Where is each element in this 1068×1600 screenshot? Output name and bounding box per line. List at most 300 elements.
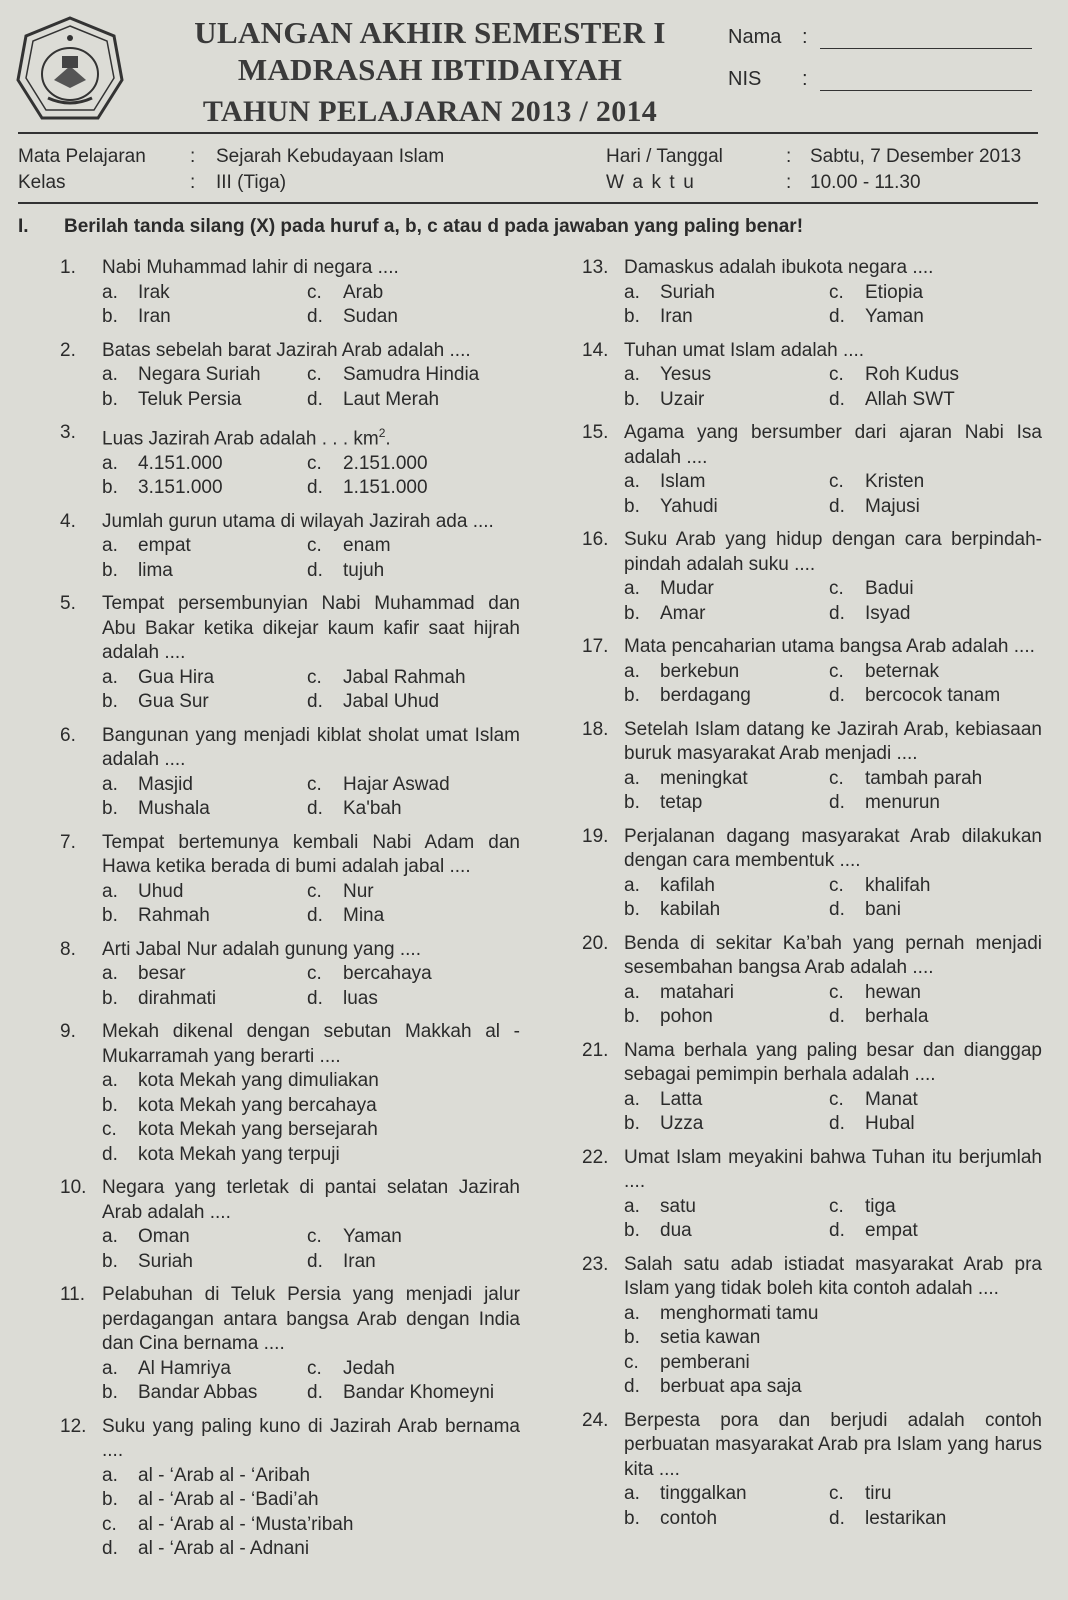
option-letter: b. [624, 495, 640, 517]
time-colon: : [786, 172, 792, 193]
question-1 [60, 256, 520, 330]
question-number: 3. [60, 422, 76, 443]
option-letter: d. [307, 306, 323, 327]
option-d[interactable] [102, 1143, 520, 1168]
question-number: 6. [60, 724, 76, 746]
question-3 [60, 421, 520, 501]
question-text [102, 1020, 520, 1069]
option-letter: c. [307, 535, 322, 557]
option-text: Bandar Khomeyni [343, 1382, 495, 1404]
option-letter: d. [307, 905, 323, 927]
option-text: tambah parah [865, 767, 983, 789]
answer-options [624, 281, 1042, 330]
option-letter: b. [102, 306, 118, 327]
option-b[interactable] [624, 305, 824, 329]
answer-options [102, 773, 520, 822]
option-d[interactable] [829, 602, 1029, 626]
option-letter: a. [624, 767, 640, 789]
option-letter: d. [307, 691, 323, 713]
option-text: Samudra Hindia [343, 364, 480, 385]
option-b[interactable] [624, 495, 824, 519]
option-a[interactable] [624, 874, 824, 898]
question-23 [582, 1253, 1042, 1400]
option-c[interactable] [102, 1118, 520, 1143]
option-d[interactable] [829, 495, 1029, 519]
question-number: 1. [60, 257, 76, 278]
option-row [624, 874, 1042, 899]
exam-meta [18, 146, 1038, 196]
option-b[interactable] [102, 904, 302, 928]
option-letter: a. [624, 471, 640, 492]
option-a[interactable] [624, 363, 824, 387]
option-c[interactable] [829, 767, 1029, 791]
option-text: Gua Sur [138, 691, 209, 713]
option-c[interactable] [829, 281, 1029, 305]
option-letter: c. [829, 1195, 844, 1217]
answer-options [624, 874, 1042, 923]
option-letter: b. [102, 798, 118, 820]
option-letter: b. [624, 899, 640, 920]
option-letter: a. [624, 874, 640, 896]
option-letter: b. [102, 691, 118, 713]
option-a[interactable] [624, 1302, 1042, 1327]
option-text: al - ‘Arab al - Adnani [138, 1538, 310, 1560]
option-a[interactable] [624, 981, 824, 1005]
question-number: 4. [60, 510, 76, 532]
option-text: Uzair [660, 388, 705, 410]
option-text: setia kawan [660, 1327, 761, 1348]
option-text: lestarikan [865, 1507, 947, 1529]
answer-options [624, 363, 1042, 412]
question-number: 14. [582, 339, 609, 361]
option-d[interactable] [624, 1375, 1042, 1400]
nama-colon: : [802, 26, 808, 48]
option-text: Masjid [138, 773, 193, 795]
option-text: kafilah [660, 874, 715, 896]
option-letter: a. [624, 1483, 640, 1504]
questions-left-column [60, 256, 520, 1571]
option-c[interactable] [307, 1357, 507, 1381]
option-text: pemberani [660, 1351, 750, 1373]
option-text: bercocok tanam [865, 685, 1001, 706]
question-text-content: Tempat bertemunya kembali Nabi Adam dan Hawa ketika berada di bumi adalah jabal .... [102, 831, 520, 878]
option-letter: a. [102, 1357, 118, 1379]
option-text: Yaman [865, 306, 924, 327]
option-b[interactable] [624, 1005, 824, 1029]
option-row [102, 666, 520, 691]
option-b[interactable] [102, 690, 302, 714]
question-text-content: Perjalanan dagang masyarakat Arab dilakukan dengan cara membentuk .... [624, 825, 1042, 871]
option-text: khalifah [865, 874, 931, 896]
option-text: Roh Kudus [865, 364, 960, 385]
question-12 [60, 1415, 520, 1562]
option-d[interactable] [102, 1537, 520, 1562]
question-15 [582, 421, 1042, 519]
option-row [102, 388, 520, 413]
question-text [624, 1146, 1042, 1195]
option-row [102, 559, 520, 584]
option-text: Irak [138, 281, 170, 303]
option-row [624, 981, 1042, 1006]
option-b[interactable] [624, 602, 824, 626]
option-letter: a. [102, 281, 118, 303]
option-b[interactable] [102, 797, 302, 821]
option-letter: b. [102, 1250, 118, 1272]
option-a[interactable] [102, 452, 302, 476]
option-letter: b. [624, 685, 640, 706]
option-text: Oman [138, 1226, 190, 1248]
option-c[interactable] [829, 363, 1029, 387]
option-letter: c. [307, 281, 322, 303]
option-d[interactable] [307, 987, 507, 1011]
option-text: Islam [660, 471, 706, 492]
option-text: tiga [865, 1195, 896, 1217]
option-row [102, 690, 520, 715]
date-value: Sabtu, 7 Desember 2013 [810, 146, 1022, 167]
option-row [624, 388, 1042, 413]
question-text [624, 932, 1042, 981]
student-identity-box [728, 22, 1038, 106]
option-b[interactable] [624, 791, 824, 815]
option-b[interactable] [624, 898, 824, 922]
option-letter: c. [829, 1483, 844, 1504]
option-b[interactable] [624, 1507, 824, 1531]
option-d[interactable] [829, 388, 1029, 412]
option-row [624, 602, 1042, 627]
option-letter: c. [829, 874, 844, 896]
question-text [624, 1409, 1042, 1483]
option-d[interactable] [307, 559, 507, 583]
option-letter: c. [307, 963, 322, 985]
option-b[interactable] [102, 476, 302, 500]
option-d[interactable] [307, 305, 507, 329]
option-b[interactable] [102, 1381, 302, 1405]
option-letter: a. [102, 1226, 118, 1248]
option-c[interactable] [307, 880, 507, 904]
question-5 [60, 592, 520, 715]
answer-options [624, 577, 1042, 626]
question-number: 10. [60, 1177, 87, 1199]
option-a[interactable] [102, 1069, 520, 1094]
class-value: III (Tiga) [216, 172, 287, 193]
option-a[interactable] [624, 1195, 824, 1219]
option-letter: b. [624, 388, 640, 410]
option-a[interactable] [624, 660, 824, 684]
answer-options [624, 1302, 1042, 1400]
question-number: 12. [60, 1415, 87, 1437]
option-letter: d. [829, 685, 845, 706]
question-number: 20. [582, 932, 609, 954]
option-text: Mina [343, 905, 385, 927]
option-text: Iran [343, 1250, 376, 1272]
option-d[interactable] [307, 1381, 507, 1405]
time-label: W a k t u [606, 172, 696, 193]
question-text-content: Berpesta pora dan berjudi adalah contoh perbuatan masyarakat Arab pra Islam yang harus kita .... [624, 1409, 1042, 1480]
option-row [102, 281, 520, 306]
date-colon: : [786, 146, 792, 167]
answer-options [624, 660, 1042, 709]
option-b[interactable] [102, 305, 302, 329]
exam-title [150, 14, 710, 132]
option-a[interactable] [102, 880, 302, 904]
option-a[interactable] [102, 962, 302, 986]
option-c[interactable] [829, 1195, 1029, 1219]
option-c[interactable] [307, 452, 507, 476]
option-row [624, 1219, 1042, 1244]
option-a[interactable] [102, 281, 302, 305]
option-text: Uzza [660, 1113, 704, 1134]
option-a[interactable] [102, 666, 302, 690]
option-a[interactable] [102, 1464, 520, 1489]
question-13 [582, 256, 1042, 330]
question-number: 11. [60, 1284, 86, 1306]
option-text: empat [865, 1220, 918, 1241]
questions-right-column [582, 256, 1042, 1540]
question-text [624, 528, 1042, 577]
answer-options [102, 1225, 520, 1274]
option-letter: c. [307, 1226, 322, 1248]
question-text [102, 1176, 520, 1225]
question-text-content: Luas Jazirah Arab adalah . . . km [102, 428, 379, 450]
option-row [102, 1357, 520, 1382]
option-letter: c. [829, 281, 844, 303]
option-letter: a. [102, 535, 118, 557]
option-letter: b. [624, 792, 640, 813]
option-b[interactable] [624, 1326, 1042, 1351]
option-letter: c. [102, 1119, 117, 1141]
option-b[interactable] [102, 388, 302, 412]
option-letter: c. [829, 767, 844, 789]
nis-field[interactable] [820, 90, 1032, 91]
option-b[interactable] [102, 987, 302, 1011]
option-text: berkebun [660, 660, 740, 682]
option-text: berbuat apa saja [660, 1376, 802, 1397]
option-d[interactable] [829, 1219, 1029, 1243]
option-text: empat [138, 535, 191, 557]
nama-field[interactable] [820, 48, 1032, 49]
option-c[interactable] [829, 981, 1029, 1005]
option-letter: d. [829, 899, 845, 920]
option-d[interactable] [829, 791, 1029, 815]
option-d[interactable] [307, 388, 507, 412]
question-24 [582, 1409, 1042, 1532]
option-row [102, 987, 520, 1012]
option-d[interactable] [829, 1112, 1029, 1136]
option-c[interactable] [829, 660, 1029, 684]
option-row [102, 797, 520, 822]
option-d[interactable] [829, 1507, 1029, 1531]
option-text: Badui [865, 578, 914, 599]
option-letter: b. [102, 1489, 118, 1511]
option-a[interactable] [102, 773, 302, 797]
option-a[interactable] [624, 1088, 824, 1112]
option-letter: d. [829, 1006, 845, 1027]
answer-options [102, 452, 520, 501]
option-text: Jabal Uhud [343, 691, 440, 713]
option-a[interactable] [102, 363, 302, 387]
option-letter: b. [102, 905, 118, 927]
option-text: lima [138, 559, 173, 581]
option-b[interactable] [102, 1488, 520, 1513]
question-text-content: Tempat persembunyian Nabi Muhammad dan Abu Bakar ketika dikejar kaum kafir saat hijrah adalah .... [102, 593, 520, 664]
option-a[interactable] [624, 281, 824, 305]
answer-options [624, 1482, 1042, 1531]
option-letter: a. [102, 452, 118, 474]
option-c[interactable] [307, 666, 507, 690]
question-text-superscript: 2 [378, 426, 386, 440]
question-text [624, 421, 1042, 470]
option-c[interactable] [307, 962, 507, 986]
option-text: tiru [865, 1483, 892, 1504]
answer-options [102, 880, 520, 929]
option-text: Iran [660, 306, 693, 327]
option-letter: b. [102, 987, 118, 1009]
header-divider [18, 132, 1038, 134]
question-text-content: Pelabuhan di Teluk Persia yang menjadi jalur perdagangan antara bangsa Arab dengan India dan Cina bernama .... [102, 1284, 520, 1355]
option-c[interactable] [624, 1351, 1042, 1376]
option-text: berdagang [660, 685, 751, 706]
answer-options [102, 363, 520, 412]
question-text-content: Bangunan yang menjadi kiblat sholat umat Islam adalah .... [102, 724, 520, 771]
option-letter: d. [307, 388, 323, 410]
option-text: Manat [865, 1088, 918, 1110]
option-letter: b. [102, 1094, 118, 1116]
option-text: al - ‘Arab al - ‘Aribah [138, 1464, 311, 1486]
option-c[interactable] [829, 470, 1029, 494]
option-c[interactable] [829, 1088, 1029, 1112]
answer-options [624, 767, 1042, 816]
option-row [624, 495, 1042, 520]
option-b[interactable] [624, 684, 824, 708]
question-7 [60, 831, 520, 929]
option-letter: c. [307, 666, 322, 688]
option-text: menurun [865, 792, 940, 813]
option-text: contoh [660, 1507, 718, 1529]
meta-divider [18, 202, 1038, 204]
question-number: 23. [582, 1253, 609, 1275]
option-row [102, 534, 520, 559]
option-d[interactable] [307, 690, 507, 714]
option-c[interactable] [307, 363, 507, 387]
option-letter: d. [307, 1250, 323, 1272]
option-text: Rahmah [138, 905, 210, 927]
option-a[interactable] [102, 1225, 302, 1249]
question-text [624, 825, 1042, 874]
option-row [102, 962, 520, 987]
option-d[interactable] [307, 476, 507, 500]
question-text-content: Damaskus adalah ibukota negara .... [624, 257, 934, 278]
option-text: Isyad [865, 602, 911, 624]
option-d[interactable] [307, 1250, 507, 1274]
option-b[interactable] [624, 1112, 824, 1136]
option-letter: c. [307, 880, 322, 902]
option-letter: c. [829, 364, 844, 385]
option-c[interactable] [307, 1225, 507, 1249]
option-text: Allah SWT [865, 388, 955, 410]
option-a[interactable] [102, 1357, 302, 1381]
option-c[interactable] [307, 534, 507, 558]
option-c[interactable] [829, 874, 1029, 898]
answer-options [102, 962, 520, 1011]
option-letter: d. [624, 1376, 640, 1397]
option-row [102, 305, 520, 330]
option-b[interactable] [102, 559, 302, 583]
option-row [624, 1507, 1042, 1532]
option-letter: a. [624, 981, 640, 1003]
option-d[interactable] [829, 305, 1029, 329]
option-a[interactable] [624, 1482, 824, 1506]
question-text [102, 724, 520, 773]
option-b[interactable] [624, 388, 824, 412]
option-a[interactable] [624, 470, 824, 494]
option-d[interactable] [307, 797, 507, 821]
option-c[interactable] [829, 1482, 1029, 1506]
question-text-content: Negara yang terletak di pantai selatan Jazirah Arab adalah .... [102, 1177, 520, 1223]
nis-label: NIS [728, 68, 762, 90]
question-4 [60, 510, 520, 584]
option-letter: b. [624, 1327, 640, 1348]
option-letter: d. [307, 1382, 323, 1404]
option-text: Iran [138, 306, 171, 327]
option-a[interactable] [624, 767, 824, 791]
option-d[interactable] [307, 904, 507, 928]
option-c[interactable] [307, 281, 507, 305]
option-letter: a. [624, 1088, 640, 1110]
option-text: Arab [343, 281, 384, 303]
option-text: Ka'bah [343, 798, 402, 820]
option-text: bercahaya [343, 963, 432, 985]
option-letter: a. [102, 880, 118, 902]
option-text: tinggalkan [660, 1483, 747, 1504]
question-number: 22. [582, 1146, 609, 1168]
question-text-content: Arti Jabal Nur adalah gunung yang .... [102, 938, 421, 960]
option-text: Kristen [865, 471, 925, 492]
option-d[interactable] [829, 684, 1029, 708]
option-text: kabilah [660, 899, 721, 920]
class-colon: : [190, 172, 196, 193]
option-letter: d. [829, 388, 845, 410]
option-text: dua [660, 1220, 692, 1241]
option-letter: a. [624, 1302, 640, 1324]
option-letter: b. [102, 477, 118, 499]
option-letter: b. [624, 1006, 640, 1027]
option-c[interactable] [307, 773, 507, 797]
option-row [102, 773, 520, 798]
option-a[interactable] [624, 577, 824, 601]
option-letter: a. [624, 660, 640, 682]
option-b[interactable] [624, 1219, 824, 1243]
option-letter: a. [102, 773, 118, 795]
option-letter: a. [624, 281, 640, 303]
option-row [102, 1381, 520, 1406]
option-letter: b. [102, 559, 118, 581]
option-row [624, 577, 1042, 602]
option-a[interactable] [102, 534, 302, 558]
option-letter: a. [624, 578, 640, 599]
option-d[interactable] [829, 898, 1029, 922]
option-text: Laut Merah [343, 388, 440, 410]
question-text-content: Suku yang paling kuno di Jazirah Arab bernama .... [102, 1415, 520, 1462]
option-b[interactable] [102, 1094, 520, 1119]
option-c[interactable] [102, 1513, 520, 1538]
option-d[interactable] [829, 1005, 1029, 1029]
option-c[interactable] [829, 577, 1029, 601]
option-b[interactable] [102, 1250, 302, 1274]
question-text-content: Salah satu adab istiadat masyarakat Arab pra Islam yang tidak boleh kita contoh adalah .... [624, 1253, 1042, 1299]
option-text: meningkat [660, 767, 748, 789]
subject-colon: : [190, 146, 196, 167]
option-text: Latta [660, 1088, 703, 1110]
